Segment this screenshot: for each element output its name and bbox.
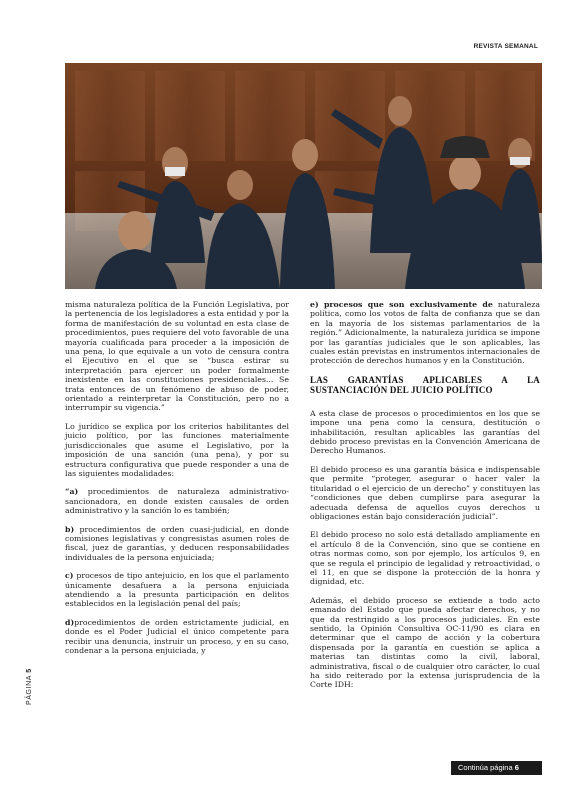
list-item-d-text: procedimientos de orden estrictamente judicial, en donde es el Poder Judicial el único competente para recibir una denuncia, instruir un proceso, y en su caso, condenar a la persona enjuiciada, y <box>65 617 289 655</box>
list-item-a-label: “a) <box>65 487 79 497</box>
legislators-photo-illustration <box>65 63 542 289</box>
list-item-c-text: procesos de tipo antejuicio, en los que el parlamento únicamente desafuera a la persona enjuiciada atendiendo a la presunta participación en delitos establecidos en la legislación penal del país; <box>65 571 289 609</box>
left-paragraph-2: Lo jurídico se explica por los criterios habilitantes del juicio político, por las funciones materialmente jurisdiccionales que asume el Legislativo, por la imposición de una sanción (una pena), y por su estructura configurativa que puede responder a una de las siguientes modalidades: <box>65 421 289 478</box>
list-item-e-label: e) procesos que son exclusivamente de <box>310 300 493 309</box>
section-heading: LAS GARANTÍAS APLICABLES A LA SUSTANCIACIÓN DEL JUICIO POLÍTICO <box>310 374 540 395</box>
continue-page-box <box>451 761 542 775</box>
list-item-b <box>65 525 289 563</box>
continue-page-number: 6 <box>514 763 519 772</box>
right-paragraph-3: El debido proceso no solo está detallado ampliamente en el artículo 8 de la Convención, sino que se contiene en otras normas como, son por ejemplo, los artículos 9, en que se regula el principio de legalidad y retroactividad, o el 11, en que se dispone la protección de la honra y dignidad, etc. <box>310 530 540 587</box>
list-item-b-text: procedimientos de orden cuasi-judicial, en donde comisiones legislativas y congresistas asumen roles de fiscal, juez de garantías, y deducen responsabilidades individuales de la persona enjuiciada; <box>65 524 289 562</box>
left-column <box>65 300 289 664</box>
right-paragraph-1: A esta clase de procesos o procedimientos en los que se impone una pena como la censura, destitución o inhabilitación, resultan aplicables las garantías del debido proceso previstas en la Convención Americana de Derecho Humanos. <box>310 408 540 456</box>
list-item-c <box>65 571 289 609</box>
page-word: PÁGINA <box>26 675 33 705</box>
list-item-d <box>65 618 289 656</box>
list-item-a-text: procedimientos de naturaleza administrativo-sancionadora, en donde existen causales de orden administrativo y la sanción lo es también; <box>65 487 289 516</box>
page-number: 5 <box>26 668 33 673</box>
page-number-label <box>26 668 33 705</box>
right-paragraph-4: Además, el debido proceso se extiende a todo acto emanado del Estado que pueda afectar derechos, y no que da restringido a los procesos judiciales. En este sentido, la Opinión Consultiva OC-11/90 es clara en determinar que el campo de acción y la cobertura dispensada por la garantía en cuestión se aplica a materias tan distintas como la civil, laboral, administrativa, fiscal o de cualquier otro carácter, lo cual ha sido reiterado por la extensa jurisprudencia de la Corte IDH: <box>310 595 540 690</box>
left-paragraph-1: misma naturaleza política de la Función Legislativa, por la pertenencia de los legisladores a esta entidad y por la forma de manifestación de su voluntad en esta clase de procedimientos, pues requiere del voto favorable de una mayoría cualificada para proceder a la imposición de una pena, lo que equivale a un voto de censura contra el Ejecutivo en el que se “busca estirar su interpretación para ejercer un poder formalmente inexistente en las constituciones presidenciales... Se trata entonces de un fenómeno de abuso de poder, orientado a reinterpretar la Constitución, pero no a interrumpir su vigencia.” <box>65 300 289 413</box>
right-column <box>310 300 540 699</box>
list-item-c-label: c) <box>65 571 74 581</box>
list-item-d-label: d) <box>65 617 75 627</box>
right-paragraph-2: El debido proceso es una garantía básica e indispensable que permite “proteger, asegurar o hacer valer la titularidad o el ejercicio de un derecho” y constituyen las “condiciones que deben cumplirse para asegurar la adecuada defensa de aquellos cuyos derechos u obligaciones están bajo consideración judicial”. <box>310 464 540 521</box>
masthead: REVISTA SEMANAL <box>473 43 538 50</box>
continue-text: Continúa página <box>458 763 513 772</box>
list-item-a <box>65 487 289 515</box>
list-item-b-label: b) <box>65 524 75 534</box>
list-item-e-text: naturaleza política, como los votos de falta de confianza que se dan en la mayoría de los sistemas parlamentarios de la región.” Adicionalmente, la naturaleza jurídica se impone por las garantías judiciales que le son aplicables, las cuales están previstas en instrumentos internacionales de protección de derechos humanos y en la Constitución. <box>310 300 540 366</box>
list-item-e <box>310 300 540 366</box>
legislators-photo <box>65 63 542 289</box>
